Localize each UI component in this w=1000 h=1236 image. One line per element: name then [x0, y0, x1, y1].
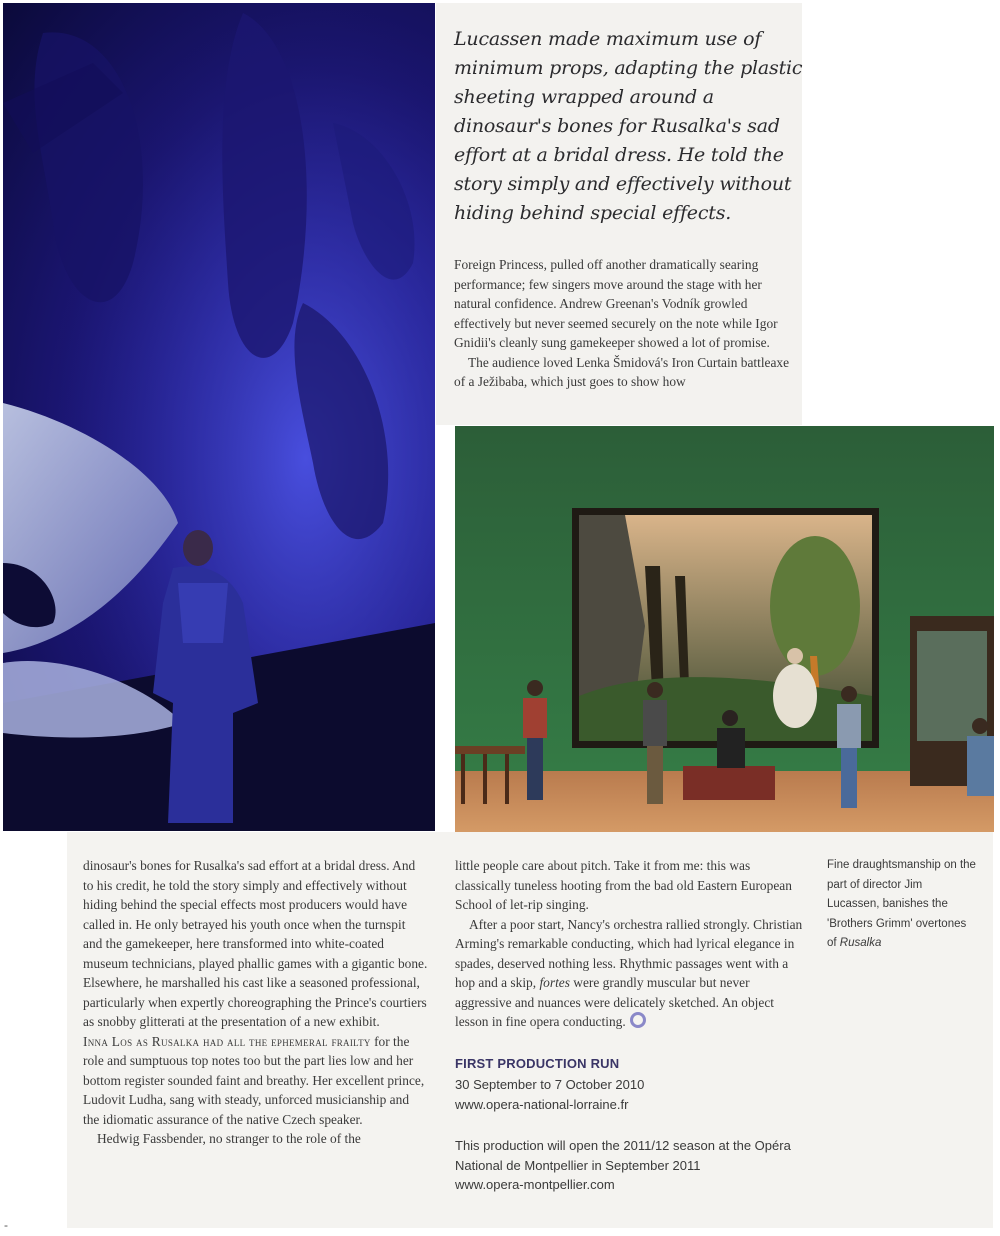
- paragraph: Foreign Princess, pulled off another dramatically searing performance; few singers move around the stage with her natural confidence. Andrew Greenan's Vodník growled effectively but never seemed securely on the note while Igor Gnidii's cleanly sung gamekeeper showed a lot of promise.: [454, 257, 778, 350]
- article-column-middle: [455, 856, 805, 1195]
- paragraph: dinosaur's bones for Rusalka's sad effort at a bridal dress. And to his credit, he told the story simply and effectively without hiding behind the special effects most producers would have called in. He only betrayed his youth once when the turnspit and the gamekeeper, here transformed into white-coated museum technicians, played phallic games with a gigantic bone. Elsewhere, he marshalled his cast like a seasoned professional, particularly when expertly choreographing the Prince's courtiers as snobby glitterati at the presentation of a new exhibit.: [83, 858, 428, 1029]
- photo-caption: [827, 856, 977, 954]
- paragraph-lead-in: Inna Los as Rusalka had all the ephemeral frailty: [83, 1033, 371, 1049]
- museum-photo-art: [455, 426, 994, 832]
- production-url[interactable]: www.opera-national-lorraine.fr: [455, 1096, 629, 1112]
- italic-word: fortes: [539, 975, 570, 990]
- paragraph: The audience loved Lenka Šmidová's Iron Curtain battleaxe of a Ježibaba, which just goes to show how: [454, 354, 790, 389]
- paragraph-text: After a poor start, Nancy's orchestra rallied strongly. Christian Arming's remarkable conducting, which had lyrical elegance in spades, deserved nothing less. Rhythmic passages went with a hop and a skip,: [455, 916, 803, 990]
- article-column-left: [83, 856, 428, 1149]
- paragraph-text: were grandly muscular but never aggressive and nuances were delicately sketched. An object lesson in fine opera conducting.: [455, 975, 775, 1029]
- paragraph-text: for the role and sumptuous top notes too but the part lies low and her bottom register sounded faint and breathy. Her excellent prince, Ludovit Ludha, sang with steady, unforced musicianship and the idiomatic assurance of the native Czech speaker.: [83, 1033, 425, 1127]
- caption-italic: Rusalka: [839, 937, 882, 949]
- montpellier-url[interactable]: www.opera-montpellier.com: [455, 1177, 615, 1192]
- paragraph: [83, 1032, 428, 1130]
- article-column-top: [454, 255, 799, 392]
- bottom-text-panel: [67, 832, 993, 1228]
- quote-panel: [436, 3, 802, 425]
- paragraph: little people care about pitch. Take it from me: this was classically tuneless hooting from the bad old Eastern European School of let-rip singing.: [455, 858, 792, 912]
- production-run-heading: FIRST PRODUCTION RUN: [455, 1055, 620, 1071]
- caption-text: Fine draughtsmanship on the part of director Jim Lucassen, banishes the 'Brothers Grimm' overtones of: [827, 859, 976, 949]
- end-of-article-icon: [630, 1012, 646, 1028]
- paragraph: Hedwig Fassbender, no stranger to the role of the: [97, 1131, 361, 1146]
- production-dates: 30 September to 7 October 2010: [455, 1077, 645, 1092]
- museum-photo: [455, 426, 994, 832]
- production-note: This production will open the 2011/12 season at the Opéra National de Montpellier in September 2011: [455, 1138, 791, 1173]
- paragraph: [455, 915, 805, 1032]
- stray-mark: -: [4, 1218, 8, 1232]
- stage-photo-art: [3, 3, 435, 831]
- pull-quote: Lucassen made maximum use of minimum props, adapting the plastic sheeting wrapped around a dinosaur's bones for Rusalka's sad effort at a bridal dress. He told the story simply and effectively without hiding behind special effects.: [454, 28, 803, 224]
- stage-photo: [3, 3, 435, 831]
